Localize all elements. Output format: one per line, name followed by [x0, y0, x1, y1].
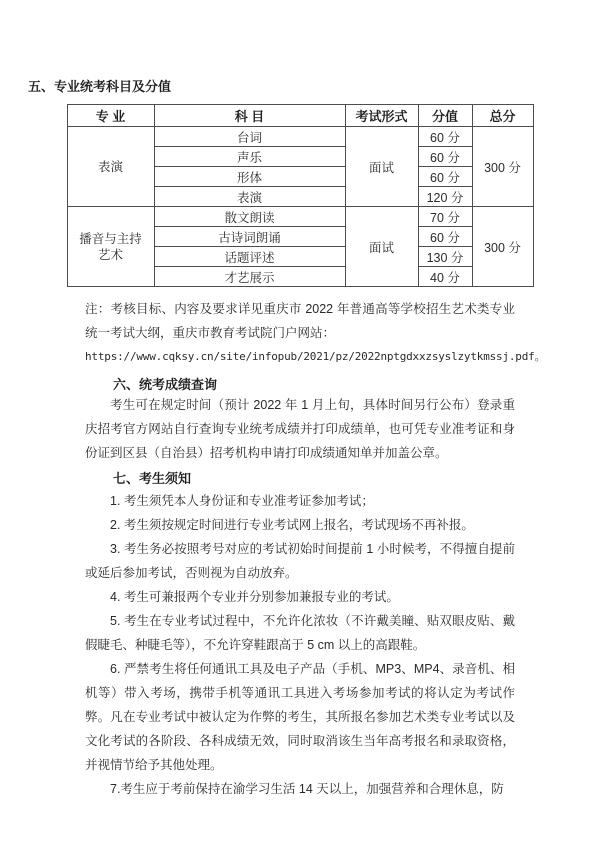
table-row: [67, 207, 533, 227]
col-header-total: 总分: [472, 105, 533, 127]
subject-cell: 形体: [154, 167, 345, 187]
col-header-subject: 科 目: [154, 105, 345, 127]
subject-cell: 古诗词朗诵: [154, 227, 345, 247]
notice-item-4: 4. 考生可兼报两个专业并分别参加兼报专业的考试。: [110, 590, 399, 604]
table-header-row: [67, 105, 533, 127]
major-cell: 表演: [67, 127, 154, 207]
subject-cell: 表演: [154, 187, 345, 207]
note-url: https://www.cqksy.cn/site/infopub/2021/pz/2022nptgdxxzsyslzytkmssj.pdf。: [85, 350, 546, 363]
score-cell: 60 分: [418, 227, 472, 247]
notice-item-7: 7.考生应于考前保持在渝学习生活 14 天以上，加强营养和合理休息，防: [110, 782, 504, 796]
notice-items: [85, 489, 515, 801]
notice-item-5: 5. 考生在专业考试过程中，不允许化浓妆（不许戴美瞳、贴双眼皮贴、戴假睫毛、种睫毛等），不允许穿鞋跟高于 5 cm 以上的高跟鞋。: [85, 614, 515, 652]
major-cell: 播音与主持艺术: [67, 207, 154, 287]
score-cell: 60 分: [418, 147, 472, 167]
score-cell: 120 分: [418, 187, 472, 207]
score-cell: 130 分: [418, 247, 472, 267]
section6-heading: 六、统考成绩查询: [113, 377, 218, 392]
exam-score-table: [67, 104, 534, 287]
col-header-major: 专 业: [67, 105, 154, 127]
subject-cell: 话题评述: [154, 247, 345, 267]
subject-cell: 才艺展示: [154, 267, 345, 287]
notice-item-2: 2. 考生须按规定时间进行专业考试网上报名，考试现场不再补报。: [110, 518, 474, 532]
subject-cell: 声乐: [154, 147, 345, 167]
section5-heading: 五、专业统考科目及分值: [28, 79, 172, 94]
notice-item-1: 1. 考生须凭本人身份证和专业准考证参加考试；: [110, 494, 374, 508]
score-cell: 70 分: [418, 207, 472, 227]
col-header-score: 分值: [418, 105, 472, 127]
table-row: [67, 127, 533, 147]
notice-item-6: 6. 严禁考生将任何通讯工具及电子产品（手机、MP3、MP4、录音机、相机等）带入考场，携带手机等通讯工具进入考场参加考试的将认定为考试作弊。凡在专业考试中被认定为作弊的考生，其所报名参加艺术类专业考试以及文化考试的各阶段、各科成绩无效，同时取消该生当年高考报名和录取资格，并视情节给予其他处理。: [85, 662, 515, 772]
subject-cell: 散文朗读: [154, 207, 345, 227]
col-header-exam-form: 考试形式: [345, 105, 418, 127]
total-cell: 300 分: [472, 127, 533, 207]
exam-form-cell: 面试: [345, 127, 418, 207]
score-cell: 60 分: [418, 127, 472, 147]
section6-paragraph: 考生可在规定时间（预计 2022 年 1 月上旬，具体时间另行公布）登录重庆招考官方网站自行查询专业统考成绩并打印成绩单，也可凭专业准考证和身份证到区县（自治县）招考机构申请打印成绩通知单并加盖公章。: [85, 398, 515, 460]
total-cell: 300 分: [472, 207, 533, 287]
exam-form-cell: 面试: [345, 207, 418, 287]
score-cell: 60 分: [418, 167, 472, 187]
score-cell: 40 分: [418, 267, 472, 287]
subject-cell: 台词: [154, 127, 345, 147]
table-note: 注：考核目标、内容及要求详见重庆市 2022 年普通高等学校招生艺术类专业统一考试大纲，重庆市教育考试院门户网站：: [85, 302, 515, 340]
notice-item-3: 3. 考生务必按照考号对应的考试初始时间提前 1 小时候考，不得擅自提前或延后参加考试，否则视为自动放弃。: [85, 542, 515, 580]
section7-heading: 七、考生须知: [113, 471, 192, 486]
